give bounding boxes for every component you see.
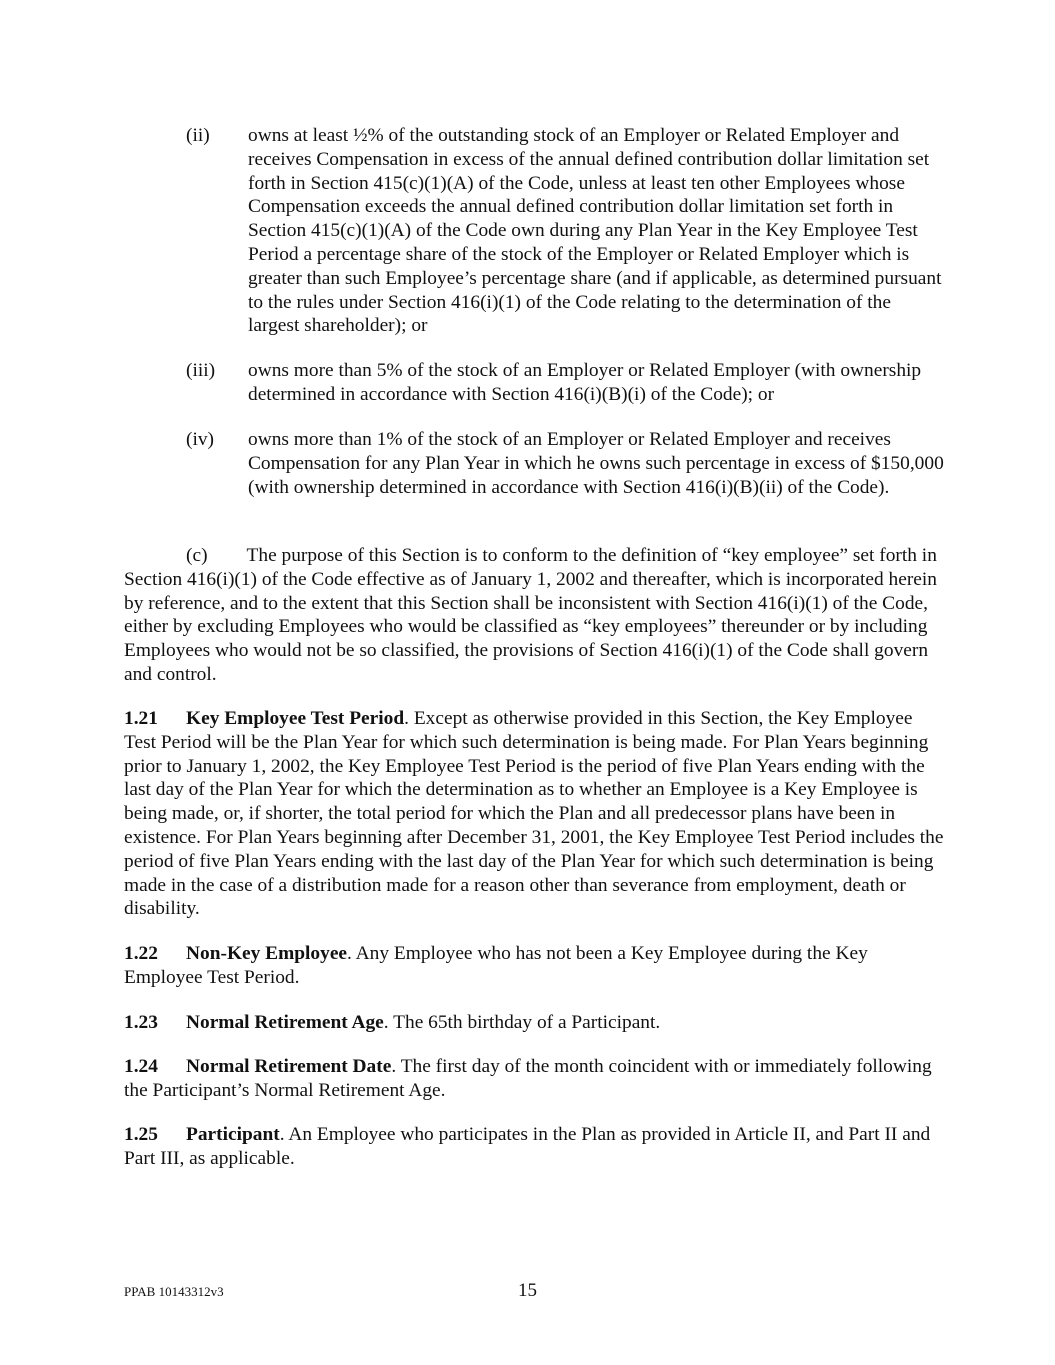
subsection-text: owns more than 5% of the stock of an Employer or Related Employer (with ownership determined in accordance with Section 416(i)(B)(i) of the Code); or <box>248 360 922 405</box>
section-number: 1.23 <box>124 1012 158 1033</box>
paragraph-text: The purpose of this Section is to conform to the definition of “key employee” set forth in Section 416(i)(1) of the Code effective as of January 1, 2002 and thereafter, which is incorporated herein by reference, and to the extent that this Section shall be inconsistent with Section 416(i)(1) of the Code, either by excluding Employees who would be classified as “key employees” thereunder or by including Employees who would not be so classified, the provisions of Section 416(i)(1) of the Code shall govern and control. <box>124 545 937 685</box>
section-title: Participant <box>186 1124 280 1145</box>
paragraph-c <box>124 544 944 687</box>
section-number: 1.22 <box>124 943 158 964</box>
subsection-number: (ii) <box>186 125 210 146</box>
section-text: The 65th birthday of a Participant. <box>393 1012 661 1033</box>
subsection-iii <box>186 359 946 407</box>
subsection-number: (iv) <box>186 429 214 450</box>
section-title: Key Employee Test Period <box>186 708 405 729</box>
subsection-number: (iii) <box>186 360 216 381</box>
section-1-25: 1.25 Participant. An Employee who participates in the Plan as provided in Article II, and Part II and Part III, as applicable. <box>124 1124 931 1169</box>
section-title: Non-Key Employee <box>186 943 348 964</box>
subsection-text: owns more than 1% of the stock of an Employer or Related Employer and receives Compensation for any Plan Year in which he owns such percentage in excess of $150,000 (with ownership determined in accordance with Section 416(i)(B)(ii) of the Code). <box>248 429 944 498</box>
subsection-text: owns at least ½% of the outstanding stock of an Employer or Related Employer and receives Compensation in excess of the annual defined contribution dollar limitation set forth in Section 415(c)(1)(A) of the Code, unless at least ten other Employees whose Compensation exceeds the annual defined contribution dollar limitation set forth in Section 415(c)(1)(A) of the Code own during any Plan Year in the Key Employee Test Period a percentage share of the stock of the Employer or Related Employer which is greater than such Employee’s percentage share (and if applicable, as determined pursuant to the rules under Section 416(i)(1) of the Code relating to the determination of the largest shareholder); or <box>248 125 942 337</box>
section-number: 1.24 <box>124 1056 158 1077</box>
section-text: Except as otherwise provided in this Section, the Key Employee Test Period will be the Plan Year for which such determination is being made. For Plan Years beginning prior to January 1, 2002, the Key Employee Test Period is the period of five Plan Years ending with the last day of the Plan Year for which the determination as to whether an Employee is a Key Employee is being made, or, if shorter, the total period for which the Plan and all predecessor plans have been in existence. For Plan Years beginning after December 31, 2001, the Key Employee Test Period includes the period of five Plan Years ending with the last day of the Plan Year for which such determination is being made in the case of a distribution made for a reason other than severance from employment, death or disability. <box>124 708 944 920</box>
section-title: Normal Retirement Age <box>186 1012 384 1033</box>
section-1-21: 1.21 Key Employee Test Period. Except as otherwise provided in this Section, the Key Employee Test Period will be the Plan Year for which such determination is being made. For Plan Years beginning prior to January 1, 2002, the Key Employee Test Period is the period of five Plan Years ending with the last day of the Plan Year for which the determination as to whether an Employee is a Key Employee is being made, or, if shorter, the total period for which the Plan and all predecessor plans have been in existence. For Plan Years beginning after December 31, 2001, the Key Employee Test Period includes the period of five Plan Years ending with the last day of the Plan Year for which such determination is being made in the case of a distribution made for a reason other than severance from employment, death or disability. <box>124 708 944 920</box>
section-1-23: 1.23 Normal Retirement Age. The 65th birthday of a Participant. <box>124 1012 661 1033</box>
section-text: An Employee who participates in the Plan as provided in Article II, and Part II and Part III, as applicable. <box>124 1124 931 1169</box>
paragraph-label: (c) <box>186 545 208 566</box>
section-1-22: 1.22 Non-Key Employee. Any Employee who has not been a Key Employee during the Key Employee Test Period. <box>124 943 868 988</box>
section-1-24: 1.24 Normal Retirement Date. The first day of the month coincident with or immediately following the Participant’s Normal Retirement Age. <box>124 1056 932 1101</box>
footer-page-number: 15 <box>518 1280 537 1301</box>
subsection-iv <box>186 428 946 499</box>
section-title: Normal Retirement Date <box>186 1056 392 1077</box>
section-number: 1.21 <box>124 708 158 729</box>
section-number: 1.25 <box>124 1124 158 1145</box>
subsection-ii <box>186 124 946 338</box>
section-text: Any Employee who has not been a Key Employee during the Key Employee Test Period. <box>124 943 868 988</box>
section-text: The first day of the month coincident with or immediately following the Participant’s Normal Retirement Age. <box>124 1056 932 1101</box>
footer-doc-id: PPAB 10143312v3 <box>124 1284 224 1299</box>
